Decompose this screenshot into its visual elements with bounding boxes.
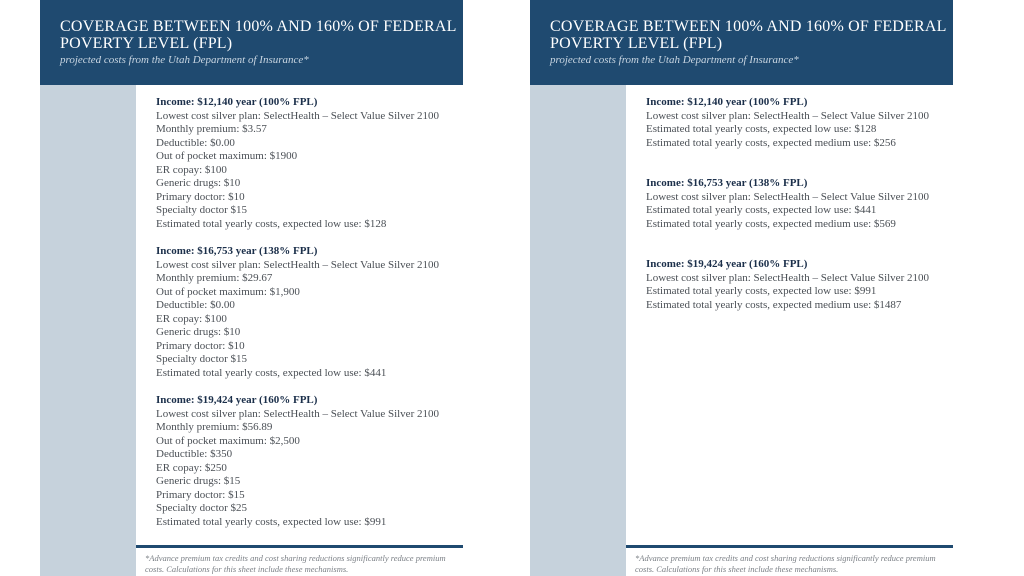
income-heading: Income: $19,424 year (160% FPL) — [156, 394, 318, 406]
er-copay-line: ER copay: $100 — [156, 312, 227, 325]
premium-line: Monthly premium: $56.89 — [156, 421, 273, 433]
plan-line: Lowest cost silver plan: SelectHealth – Select Value Silver 2100 — [156, 109, 439, 122]
sidebar-band — [40, 85, 136, 576]
estimated-cost-line: Estimated total yearly costs, expected low use: $991 — [156, 515, 387, 528]
document-page-left — [40, 0, 463, 576]
premium-line: Monthly premium: $3.57 — [156, 123, 267, 135]
plan-line: Lowest cost silver plan: SelectHealth – Select Value Silver 2100 — [156, 407, 439, 420]
low-use-cost-line: Estimated total yearly costs, expected low use: $991 — [646, 285, 877, 297]
specialty-doctor-line: Specialty doctor $25 — [156, 502, 248, 514]
estimated-cost-line: Estimated total yearly costs, expected low use: $441 — [156, 366, 387, 379]
low-use-cost-line: Estimated total yearly costs, expected low use: $128 — [646, 123, 877, 135]
medium-use-cost-line: Estimated total yearly costs, expected medium use: $1487 — [646, 298, 902, 311]
medium-use-cost-line: Estimated total yearly costs, expected medium use: $256 — [646, 136, 896, 149]
oop-max-line: Out of pocket maximum: $2,500 — [156, 434, 300, 447]
estimated-cost-line: Estimated total yearly costs, expected low use: $128 — [156, 217, 387, 230]
income-heading: Income: $12,140 year (100% FPL) — [156, 96, 318, 108]
generic-drugs-line: Generic drugs: $15 — [156, 475, 241, 487]
plan-line: Lowest cost silver plan: SelectHealth – Select Value Silver 2100 — [646, 190, 929, 203]
income-block — [646, 258, 951, 312]
page-subtitle: projected costs from the Utah Department of Insurance* — [60, 54, 309, 66]
footer-rule — [136, 545, 463, 548]
deductible-line: Deductible: $350 — [156, 448, 233, 460]
page-header — [530, 0, 953, 85]
plan-line: Lowest cost silver plan: SelectHealth – Select Value Silver 2100 — [156, 258, 439, 271]
deductible-line: Deductible: $0.00 — [156, 299, 235, 311]
primary-doctor-line: Primary doctor: $10 — [156, 339, 245, 352]
medium-use-cost-line: Estimated total yearly costs, expected medium use: $569 — [646, 217, 896, 230]
income-block — [156, 96, 461, 231]
plan-line: Lowest cost silver plan: SelectHealth – Select Value Silver 2100 — [646, 109, 929, 122]
footnote: *Advance premium tax credits and cost sharing reductions significantly reduce premium costs. Calculations for this sheet include these mechanisms. — [635, 553, 936, 574]
page-title: COVERAGE BETWEEN 100% AND 160% OF FEDERAL POVERTY LEVEL (FPL) — [550, 18, 947, 52]
specialty-doctor-line: Specialty doctor $15 — [156, 204, 248, 216]
primary-doctor-line: Primary doctor: $10 — [156, 190, 245, 203]
er-copay-line: ER copay: $100 — [156, 163, 227, 176]
page-header — [40, 0, 463, 85]
income-heading: Income: $16,753 year (138% FPL) — [156, 245, 318, 257]
specialty-doctor-line: Specialty doctor $15 — [156, 353, 248, 365]
income-heading: Income: $19,424 year (160% FPL) — [646, 258, 808, 270]
generic-drugs-line: Generic drugs: $10 — [156, 326, 241, 338]
primary-doctor-line: Primary doctor: $15 — [156, 488, 245, 501]
generic-drugs-line: Generic drugs: $10 — [156, 177, 241, 189]
oop-max-line: Out of pocket maximum: $1900 — [156, 150, 298, 162]
oop-max-line: Out of pocket maximum: $1,900 — [156, 285, 300, 298]
page-title: COVERAGE BETWEEN 100% AND 160% OF FEDERAL POVERTY LEVEL (FPL) — [60, 18, 457, 52]
low-use-cost-line: Estimated total yearly costs, expected low use: $441 — [646, 204, 877, 216]
sidebar-band — [530, 85, 626, 576]
page-content — [156, 96, 461, 543]
er-copay-line: ER copay: $250 — [156, 461, 227, 474]
document-page-right — [530, 0, 953, 576]
income-block — [156, 394, 461, 529]
income-heading: Income: $12,140 year (100% FPL) — [646, 96, 808, 108]
deductible-line: Deductible: $0.00 — [156, 136, 235, 149]
income-block — [156, 245, 461, 380]
premium-line: Monthly premium: $29.67 — [156, 272, 273, 284]
income-block — [646, 177, 951, 231]
page-subtitle: projected costs from the Utah Department of Insurance* — [550, 54, 799, 66]
income-block — [646, 96, 951, 150]
footer-rule — [626, 545, 953, 548]
plan-line: Lowest cost silver plan: SelectHealth – Select Value Silver 2100 — [646, 271, 929, 284]
footnote: *Advance premium tax credits and cost sharing reductions significantly reduce premium costs. Calculations for this sheet include these mechanisms. — [145, 553, 446, 574]
income-heading: Income: $16,753 year (138% FPL) — [646, 177, 808, 189]
page-content — [646, 96, 951, 339]
